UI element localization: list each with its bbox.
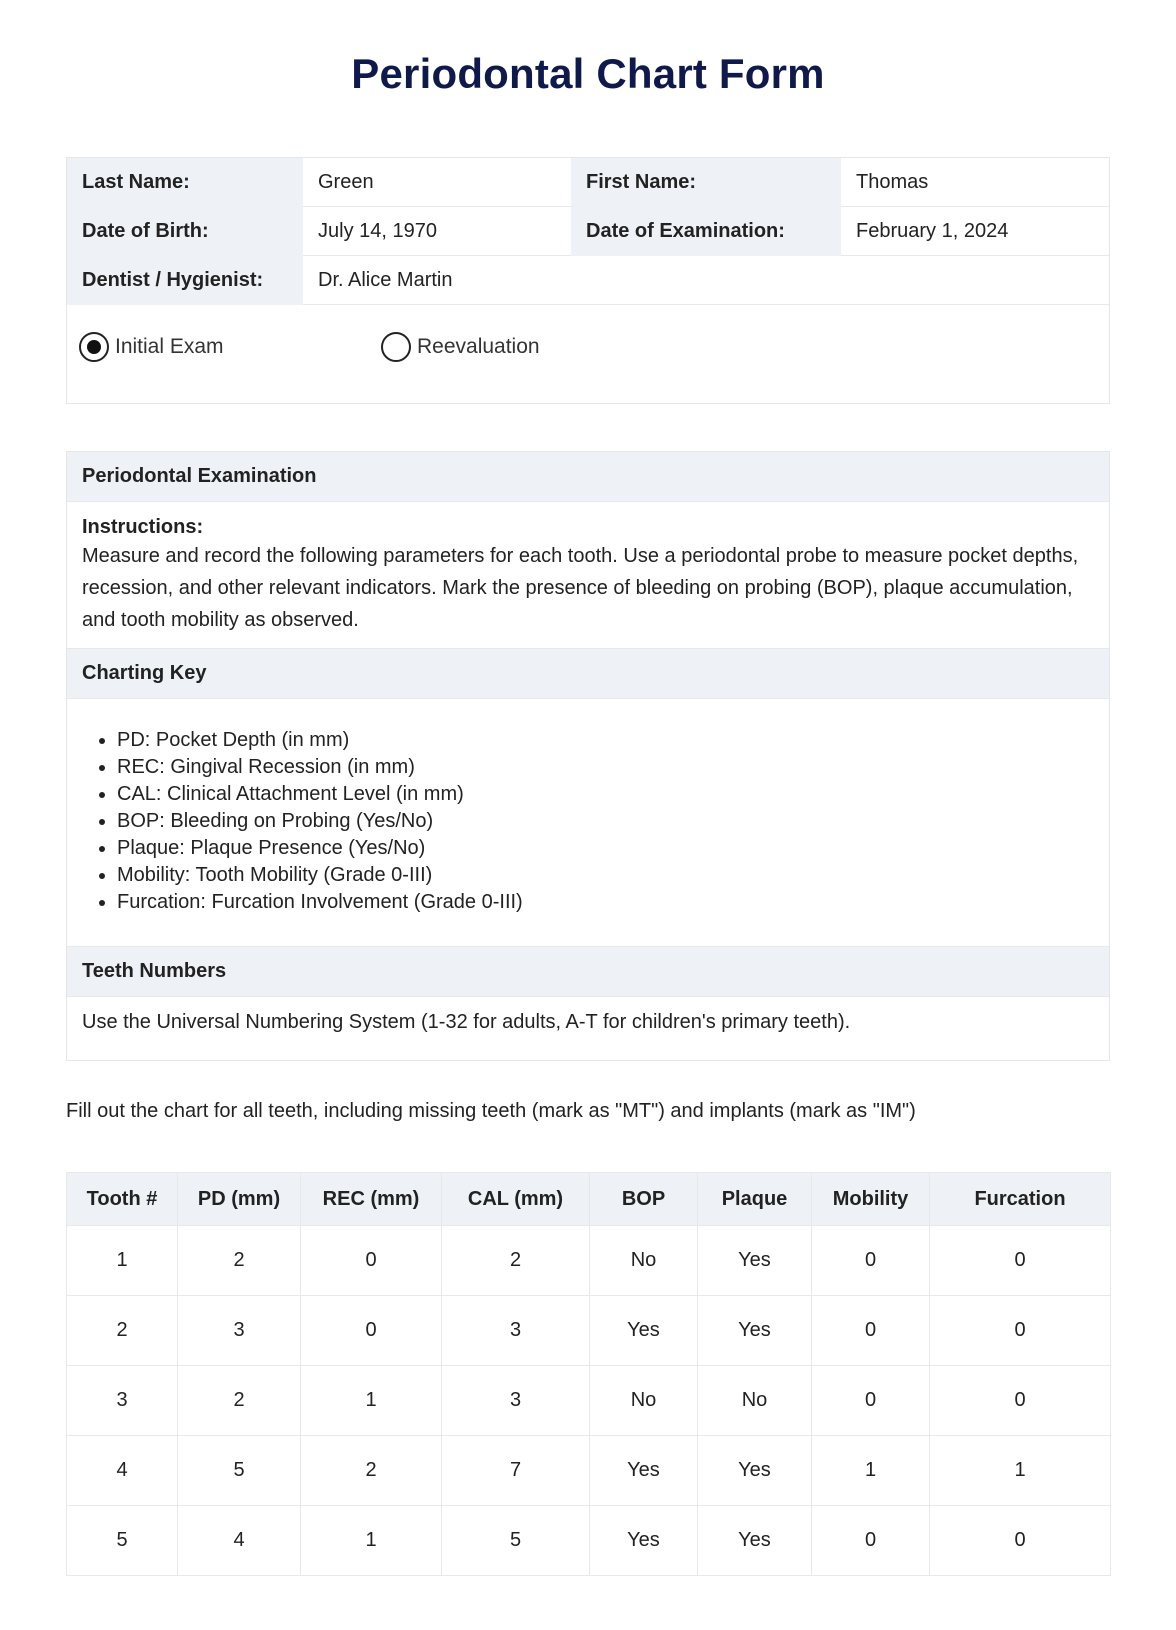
dob-label: Date of Birth:	[67, 207, 303, 256]
col-header-cal: CAL (mm)	[442, 1173, 590, 1226]
radio-unselected-icon[interactable]	[381, 332, 411, 362]
cell-bop[interactable]: Yes	[590, 1436, 698, 1506]
col-header-furcation: Furcation	[930, 1173, 1111, 1226]
cell-cal[interactable]: 3	[442, 1366, 590, 1436]
col-header-plaque: Plaque	[698, 1173, 812, 1226]
cell-mobility[interactable]: 0	[812, 1506, 930, 1576]
radio-selected-icon[interactable]	[79, 332, 109, 362]
cell-cal[interactable]: 2	[442, 1226, 590, 1296]
charting-key-list	[82, 727, 1094, 916]
cell-plaque[interactable]: Yes	[698, 1226, 812, 1296]
key-item: • REC: Gingival Recession (in mm)	[117, 754, 1094, 781]
key-item: • Furcation: Furcation Involvement (Grade 0-III)	[117, 889, 1094, 916]
exam-date-field[interactable]: February 1, 2024	[841, 207, 1109, 256]
cell-plaque[interactable]: Yes	[698, 1436, 812, 1506]
exam-type-radio-group	[67, 305, 1109, 403]
col-header-pd: PD (mm)	[178, 1173, 301, 1226]
exam-date-label: Date of Examination:	[571, 207, 841, 256]
instructions-title: Instructions:	[82, 516, 204, 538]
cell-furcation[interactable]: 0	[930, 1366, 1111, 1436]
cell-tooth[interactable]: 1	[67, 1226, 178, 1296]
first-name-field[interactable]: Thomas	[841, 158, 1109, 207]
cell-mobility[interactable]: 0	[812, 1366, 930, 1436]
table-row	[67, 1366, 1111, 1436]
cell-plaque[interactable]: No	[698, 1366, 812, 1436]
radio-label: Reevaluation	[417, 335, 540, 358]
col-header-tooth: Tooth #	[67, 1173, 178, 1226]
key-item: • CAL: Clinical Attachment Level (in mm)	[117, 781, 1094, 808]
cell-rec[interactable]: 2	[301, 1436, 442, 1506]
cell-furcation[interactable]: 0	[930, 1226, 1111, 1296]
key-item: • PD: Pocket Depth (in mm)	[117, 727, 1094, 754]
col-header-mobility: Mobility	[812, 1173, 930, 1226]
periodontal-chart-table	[66, 1172, 1111, 1576]
charting-key-list-container	[67, 699, 1109, 947]
cell-mobility[interactable]: 0	[812, 1296, 930, 1366]
cell-rec[interactable]: 1	[301, 1506, 442, 1576]
cell-tooth[interactable]: 2	[67, 1296, 178, 1366]
table-row	[67, 1506, 1111, 1576]
cell-tooth[interactable]: 4	[67, 1436, 178, 1506]
patient-info-section	[66, 157, 1110, 404]
cell-cal[interactable]: 7	[442, 1436, 590, 1506]
teeth-numbers-text: Use the Universal Numbering System (1-32 for adults, A-T for children's primary teeth).	[82, 1010, 851, 1033]
cell-mobility[interactable]: 0	[812, 1226, 930, 1296]
cell-rec[interactable]: 0	[301, 1296, 442, 1366]
table-row	[67, 1226, 1111, 1296]
cell-bop[interactable]: Yes	[590, 1506, 698, 1576]
cell-pd[interactable]: 2	[178, 1366, 301, 1436]
cell-plaque[interactable]: Yes	[698, 1506, 812, 1576]
charting-key-heading: Charting Key	[67, 649, 1109, 699]
cell-cal[interactable]: 3	[442, 1296, 590, 1366]
last-name-label: Last Name:	[67, 158, 303, 207]
table-header-row	[67, 1173, 1111, 1226]
table-row	[67, 1296, 1111, 1366]
cell-furcation[interactable]: 0	[930, 1506, 1111, 1576]
cell-tooth[interactable]: 5	[67, 1506, 178, 1576]
cell-furcation[interactable]: 0	[930, 1296, 1111, 1366]
cell-cal[interactable]: 5	[442, 1506, 590, 1576]
last-name-field[interactable]: Green	[303, 158, 571, 207]
radio-initial-exam[interactable]	[79, 332, 224, 362]
cell-pd[interactable]: 5	[178, 1436, 301, 1506]
cell-bop[interactable]: No	[590, 1366, 698, 1436]
periodontal-exam-section	[66, 451, 1110, 1061]
radio-reevaluation[interactable]	[381, 332, 540, 362]
cell-pd[interactable]: 2	[178, 1226, 301, 1296]
cell-plaque[interactable]: Yes	[698, 1296, 812, 1366]
radio-label: Initial Exam	[115, 335, 224, 358]
col-header-rec: REC (mm)	[301, 1173, 442, 1226]
chart-instructions-note: Fill out the chart for all teeth, including missing teeth (mark as "MT") and implants (mark as "IM")	[66, 1100, 916, 1122]
cell-bop[interactable]: No	[590, 1226, 698, 1296]
cell-rec[interactable]: 1	[301, 1366, 442, 1436]
instructions-text: Measure and record the following parameters for each tooth. Use a periodontal probe to measure pocket depths, recession, and other relevant indicators. Mark the presence of bleeding on probing (BOP), plaque accumulation, and tooth mobility as observed.	[82, 545, 1079, 631]
col-header-bop: BOP	[590, 1173, 698, 1226]
table-row	[67, 1436, 1111, 1506]
cell-tooth[interactable]: 3	[67, 1366, 178, 1436]
cell-bop[interactable]: Yes	[590, 1296, 698, 1366]
instructions-block	[67, 502, 1109, 649]
dob-field[interactable]: July 14, 1970	[303, 207, 571, 256]
page-title: Periodontal Chart Form	[351, 50, 825, 97]
cell-mobility[interactable]: 1	[812, 1436, 930, 1506]
key-item: • BOP: Bleeding on Probing (Yes/No)	[117, 808, 1094, 835]
cell-rec[interactable]: 0	[301, 1226, 442, 1296]
cell-furcation[interactable]: 1	[930, 1436, 1111, 1506]
key-item: • Plaque: Plaque Presence (Yes/No)	[117, 835, 1094, 862]
key-item: • Mobility: Tooth Mobility (Grade 0-III)	[117, 862, 1094, 889]
cell-pd[interactable]: 3	[178, 1296, 301, 1366]
section-heading: Periodontal Examination	[67, 452, 1109, 502]
dentist-label: Dentist / Hygienist:	[67, 256, 303, 305]
teeth-numbers-heading: Teeth Numbers	[67, 947, 1109, 997]
cell-pd[interactable]: 4	[178, 1506, 301, 1576]
first-name-label: First Name:	[571, 158, 841, 207]
dentist-field[interactable]: Dr. Alice Martin	[303, 256, 1109, 305]
